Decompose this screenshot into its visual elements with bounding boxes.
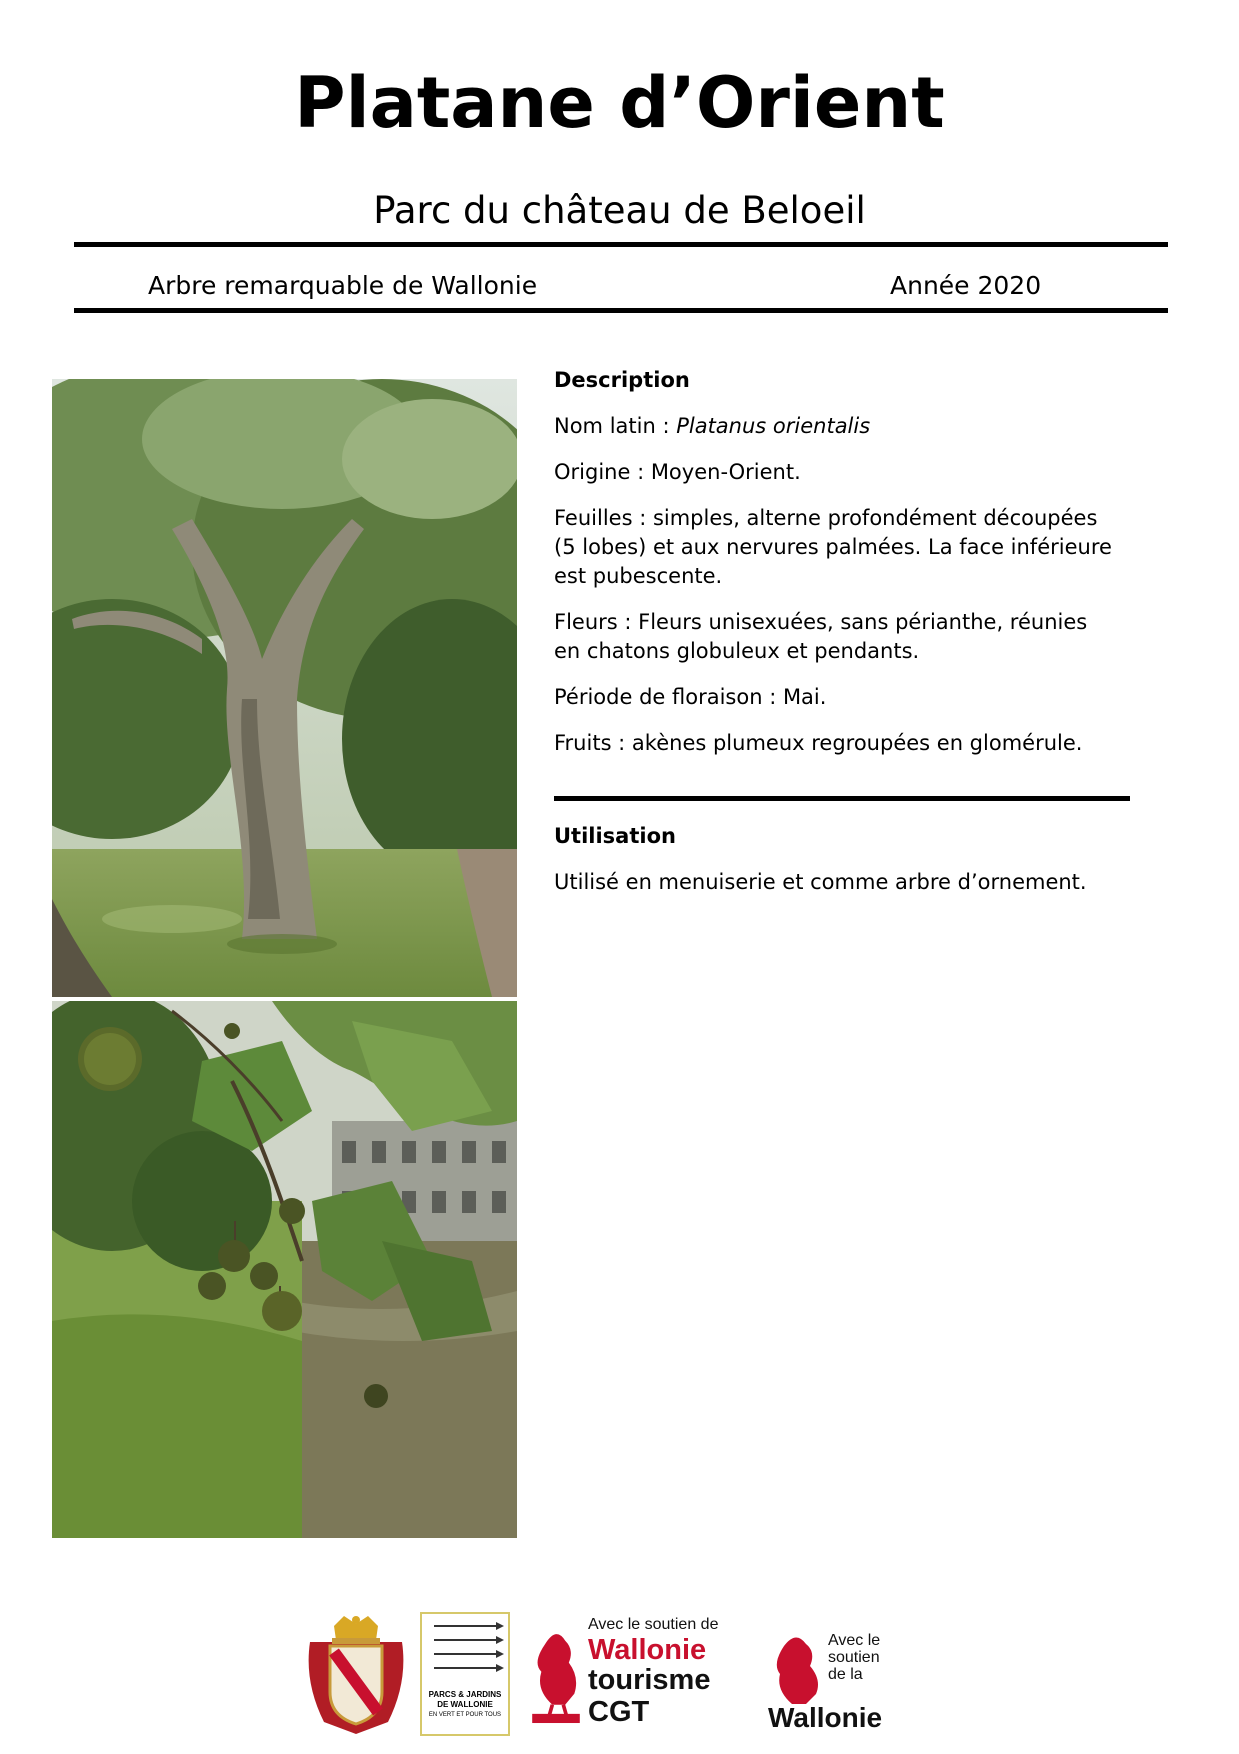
latin-name-line (554, 412, 1114, 441)
beloeil-coat-of-arms-logo (304, 1612, 408, 1736)
wallonie-logo-line4: Wallonie (768, 1702, 883, 1733)
usage-text: Utilisé en menuiserie et comme arbre d’ornement. (554, 870, 1087, 894)
tourisme-logo-line1: Avec le soutien de (588, 1616, 719, 1633)
year-label: Année 2020 (890, 271, 1042, 300)
soutien-wallonie-logo (768, 1630, 908, 1736)
tourisme-logo-line2: Wallonie (588, 1634, 707, 1666)
wallonie-logo-line3: de la (828, 1666, 863, 1683)
header-rule-bottom (74, 308, 1168, 313)
tree-photo (52, 379, 517, 997)
leaves-text: Feuilles : simples, alterne profondément découpées (5 lobes) et aux nervures palmées. La face inférieure est pubescente. (554, 506, 1112, 588)
parcs-logo-line3: EN VERT ET POUR TOUS (428, 1712, 502, 1718)
usage-heading: Utilisation (554, 824, 676, 848)
description-heading: Description (554, 368, 690, 392)
flowering-period-text: Période de floraison : Mai. (554, 685, 827, 709)
parcs-jardins-wallonie-logo (420, 1612, 510, 1736)
latin-name-label: Nom latin : (554, 414, 677, 438)
origin-text: Origine : Moyen-Orient. (554, 460, 801, 484)
wallonie-logo-line1: Avec le (828, 1632, 881, 1649)
fruit-photo (52, 1001, 517, 1538)
page-subtitle: Parc du château de Beloeil (373, 189, 866, 232)
tourisme-logo-line4: CGT (588, 1696, 650, 1728)
parcs-logo-line2: DE WALLONIE (437, 1700, 493, 1709)
tourisme-logo-line3: tourisme (588, 1664, 711, 1696)
section-separator (554, 796, 1130, 801)
page-title: Platane d’Orient (294, 62, 945, 144)
flowers-text: Fleurs : Fleurs unisexuées, sans périanthe, réunies en chatons globuleux et pendants. (554, 610, 1088, 663)
description-section (554, 366, 1114, 758)
latin-name: Platanus orientalis (676, 414, 871, 438)
parcs-logo-line1: PARCS & JARDINS (428, 1690, 502, 1699)
fruits-text: Fruits : akènes plumeux regroupées en glomérule. (554, 731, 1083, 755)
wallonie-tourisme-cgt-logo (526, 1616, 726, 1734)
remarkable-tree-label: Arbre remarquable de Wallonie (148, 271, 538, 300)
header-rule-top (74, 242, 1168, 247)
usage-section (554, 822, 1114, 897)
wallonie-logo-line2: soutien (828, 1649, 880, 1666)
